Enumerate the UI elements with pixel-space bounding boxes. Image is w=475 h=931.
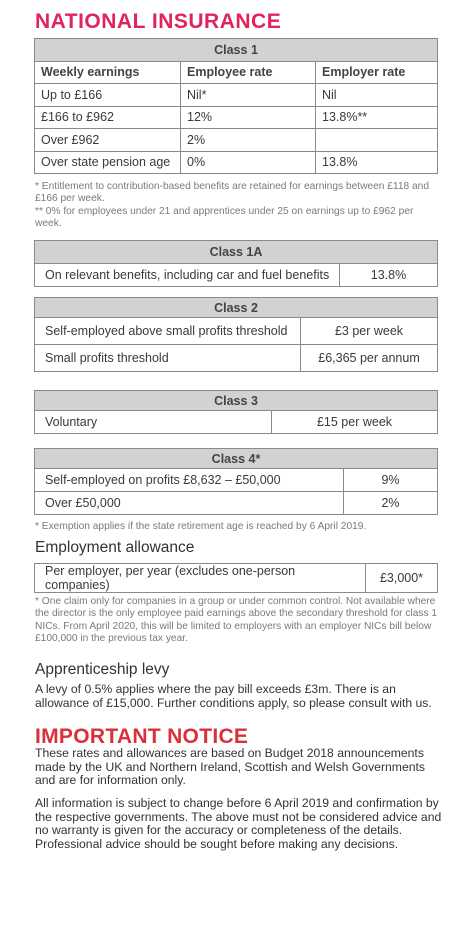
cell: Nil* — [181, 84, 316, 107]
cell: 9% — [344, 469, 438, 492]
notice-heading: IMPORTANT NOTICE — [35, 725, 249, 748]
class1a-heading: Class 1A — [35, 241, 438, 264]
cell: 13.8% — [340, 264, 438, 287]
class3-table — [34, 390, 438, 434]
notice-paragraph-2: All information is subject to change before 6 April 2019 and confirmation by the respective governments. The above must not be considered advice and no warranty is given for the accuracy or completeness of the details. Professional advice should be sought before making any decisions. — [35, 796, 442, 851]
cell: £15 per week — [272, 411, 438, 434]
table-row — [35, 345, 438, 372]
col-employee-rate: Employee rate — [181, 61, 316, 84]
apprenticeship-levy-text: A levy of 0.5% applies where the pay bill exceeds £3m. There is an allowance of £15,000. Further conditions apply, so please consult with us. — [35, 682, 432, 710]
page-title: NATIONAL INSURANCE — [35, 10, 282, 33]
cell: Self-employed on profits £8,632 – £50,000 — [35, 469, 344, 492]
table-row — [35, 318, 438, 345]
cell: On relevant benefits, including car and fuel benefits — [35, 264, 340, 287]
cell: Self-employed above small profits threshold — [35, 318, 301, 345]
table-row — [35, 264, 438, 287]
class2-table — [34, 297, 438, 372]
class3-heading: Class 3 — [35, 391, 438, 411]
cell: Small profits threshold — [35, 345, 301, 372]
col-weekly-earnings: Weekly earnings — [35, 61, 181, 84]
cell: Over £962 — [35, 129, 181, 152]
cell: £3 per week — [301, 318, 438, 345]
table-row — [35, 129, 438, 152]
table-row — [35, 492, 438, 515]
table-row — [35, 151, 438, 174]
cell: £6,365 per annum — [301, 345, 438, 372]
notice-paragraph-1: These rates and allowances are based on Budget 2018 announcements made by the UK and Northern Ireland, Scottish and Welsh Governments and are for information only. — [35, 746, 425, 788]
table-row — [35, 106, 438, 129]
class1-note-1: * Entitlement to contribution-based benefits are retained for earnings between £118 and £166 per week. — [35, 181, 429, 205]
table-row — [35, 84, 438, 107]
cell: Voluntary — [35, 411, 272, 434]
class4-table — [34, 448, 438, 515]
cell: 0% — [181, 151, 316, 174]
class4-note: * Exemption applies if the state retirement age is reached by 6 April 2019. — [35, 521, 367, 532]
table-row — [35, 469, 438, 492]
cell: Nil — [316, 84, 438, 107]
cell: 12% — [181, 106, 316, 129]
employment-allowance-heading: Employment allowance — [35, 539, 195, 556]
class1-notes — [35, 181, 440, 231]
cell: Per employer, per year (excludes one-person companies) — [35, 564, 366, 593]
cell: 2% — [344, 492, 438, 515]
class4-heading: Class 4* — [35, 449, 438, 469]
apprenticeship-levy-heading: Apprenticeship levy — [35, 661, 170, 678]
cell: Over state pension age — [35, 151, 181, 174]
class2-heading: Class 2 — [35, 298, 438, 318]
employment-allowance-note: * One claim only for companies in a group or under common control. Not available where the director is the only employee paid earnings above the secondary threshold for class 1 NICs. From April 2020, this will be limited to employers with an employer NICs bill below £100,000 in the previous tax year. — [35, 596, 438, 645]
class1-table — [34, 38, 438, 174]
class1-heading: Class 1 — [35, 39, 438, 62]
cell: £3,000* — [366, 564, 438, 593]
table-row — [35, 411, 438, 434]
employment-allowance-table — [34, 563, 438, 593]
cell: £166 to £962 — [35, 106, 181, 129]
cell: 13.8% — [316, 151, 438, 174]
cell: 13.8%** — [316, 106, 438, 129]
cell: Over £50,000 — [35, 492, 344, 515]
class1a-table — [34, 240, 438, 287]
table-row — [35, 564, 438, 593]
class1-note-2: ** 0% for employees under 21 and apprentices under 25 on earnings up to £962 per week. — [35, 205, 414, 230]
col-employer-rate: Employer rate — [316, 61, 438, 84]
cell: 2% — [181, 129, 316, 152]
cell: Up to £166 — [35, 84, 181, 107]
cell — [316, 129, 438, 152]
